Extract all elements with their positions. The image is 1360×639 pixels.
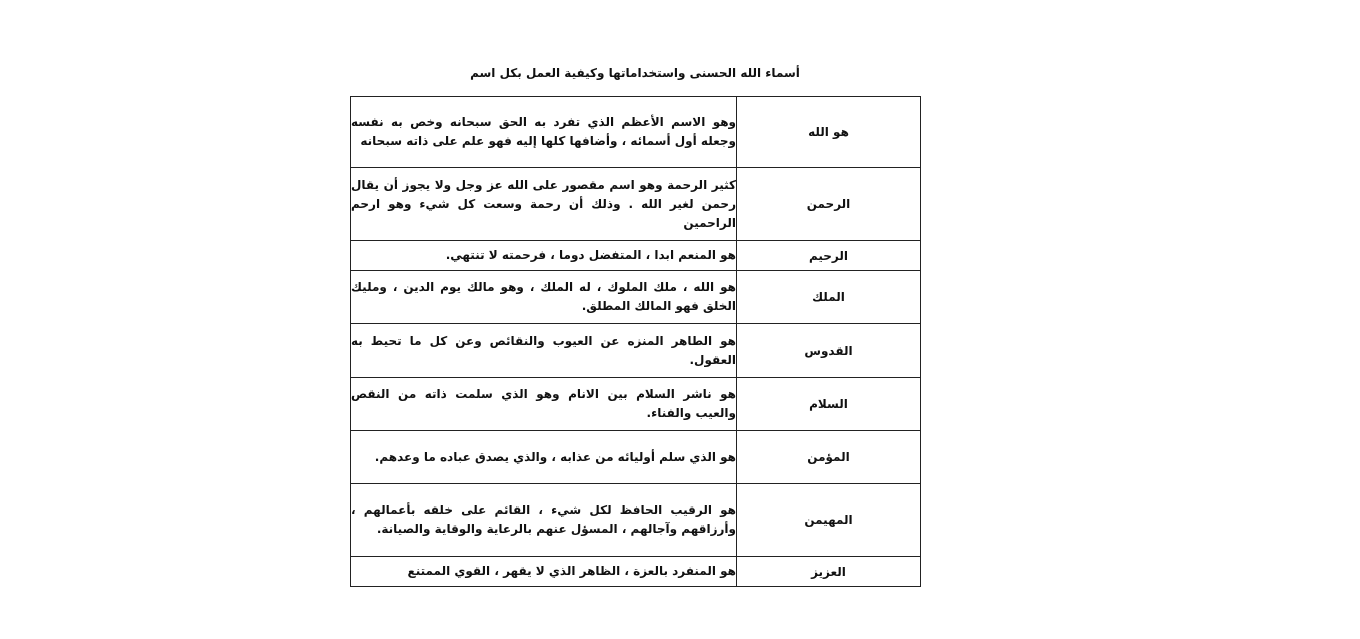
name-cell: المؤمن	[737, 431, 921, 484]
name-cell: القدوس	[737, 324, 921, 378]
description-cell	[351, 168, 737, 241]
description-text: هو الذي سلم أوليائه من عذابه ، والذي يصدق عباده ما وعدهم.	[374, 449, 736, 464]
description-text: هو الله ، ملك الملوك ، له الملك ، وهو مالك يوم الدين ، ومليك الخلق فهو المالك المطلق.	[351, 280, 736, 313]
table-row	[351, 271, 921, 324]
table-row	[351, 97, 921, 168]
description-text: كثير الرحمة وهو اسم مقصور على الله عز وجل ولا يجوز أن يقال رحمن لغير الله . وذلك أن رحمة وسعت كل شيء وهو ارحم الراحمين	[351, 177, 736, 230]
table-row	[351, 168, 921, 241]
description-text: وهو الاسم الأعظم الذي تفرد به الحق سبحانه وخص به نفسه وجعله أول أسمائه ، وأضافها كلها إليه فهو علم على ذاته سبحانه	[351, 115, 736, 148]
description-text: هو ناشر السلام بين الانام وهو الذي سلمت ذاته من النقص والعيب والفناء.	[351, 387, 736, 420]
name-cell: المهيمن	[737, 484, 921, 557]
table-row	[351, 241, 921, 271]
description-cell	[351, 378, 737, 431]
description-cell	[351, 97, 737, 168]
document-title: أسماء الله الحسنى واستخداماتها وكيفية العمل بكل اسم	[470, 66, 800, 80]
description-cell	[351, 557, 737, 587]
names-table	[350, 96, 921, 587]
description-cell	[351, 431, 737, 484]
table-row	[351, 324, 921, 378]
name-cell: الرحمن	[737, 168, 921, 241]
description-cell	[351, 324, 737, 378]
table-row	[351, 431, 921, 484]
table-row	[351, 484, 921, 557]
name-cell: الرحيم	[737, 241, 921, 271]
description-cell	[351, 271, 737, 324]
description-cell	[351, 484, 737, 557]
description-text: هو الطاهر المنزه عن العيوب والنقائص وعن كل ما تحيط به العقول.	[351, 333, 736, 367]
name-cell: هو الله	[737, 97, 921, 168]
name-cell: الملك	[737, 271, 921, 324]
description-cell	[351, 241, 737, 271]
description-text: هو المنعم ابدا ، المتفضل دوما ، فرحمته لا تنتهي.	[445, 248, 736, 262]
description-text: هو المنفرد بالعزة ، الظاهر الذي لا يقهر ، القوي الممتنع	[407, 564, 736, 578]
name-cell: العزيز	[737, 557, 921, 587]
table-row	[351, 378, 921, 431]
name-cell: السلام	[737, 378, 921, 431]
description-text: هو الرقيب الحافظ لكل شيء ، القائم على خلقه بأعمالهم ، وأرزاقهم وآجالهم ، المسؤل عنهم بالرعاية والوقاية والصيانة.	[351, 503, 736, 536]
table-row	[351, 557, 921, 587]
